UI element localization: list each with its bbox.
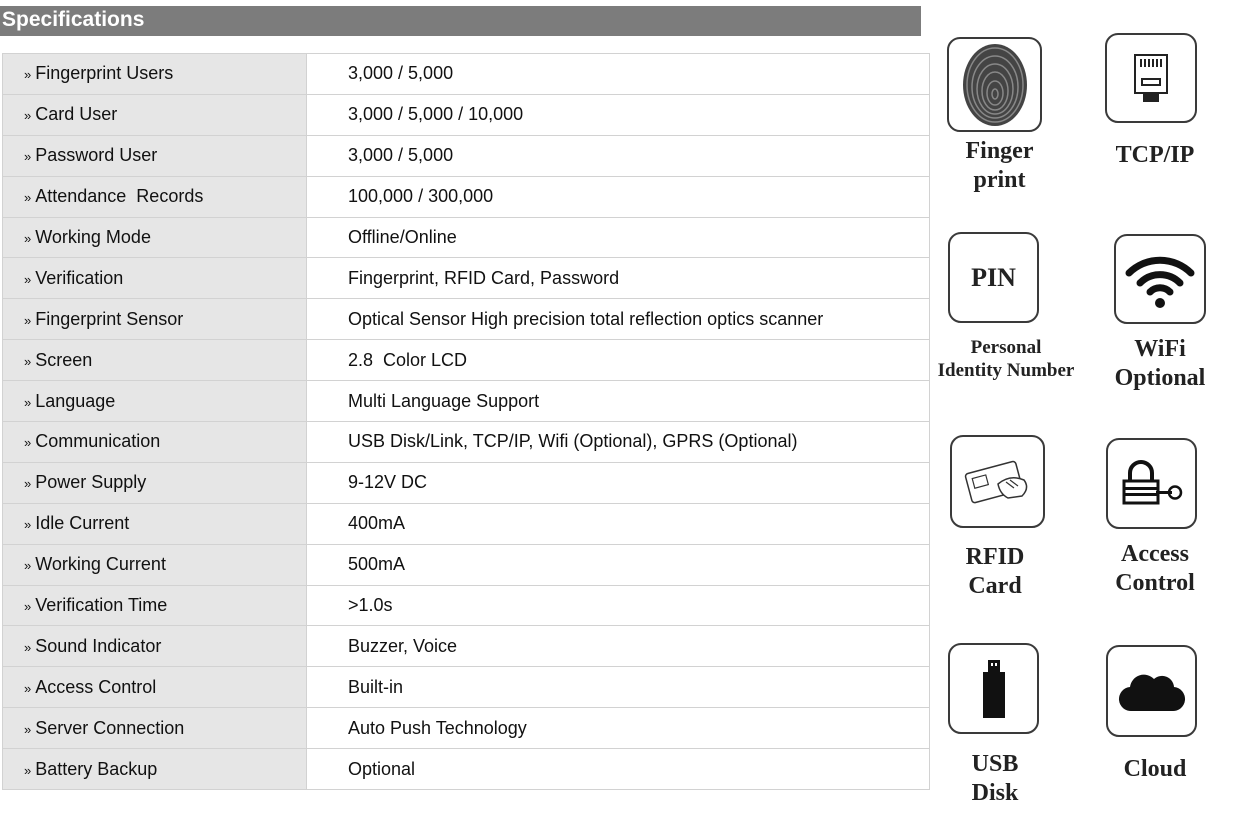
spec-label-cell <box>3 176 307 217</box>
pin-caption-line1: Personal <box>970 337 1042 358</box>
section-header <box>0 6 921 36</box>
spec-value: USB Disk/Link, TCP/IP, Wifi (Optional), GPRS (Optional) <box>307 422 930 463</box>
spec-label: Attendance Records <box>35 186 204 207</box>
spec-value: 500mA <box>307 544 930 585</box>
spec-row <box>3 340 930 381</box>
spec-row <box>3 176 930 217</box>
spec-row <box>3 585 930 626</box>
bullet-icon: » <box>24 271 32 287</box>
spec-row <box>3 299 930 340</box>
spec-value: 400mA <box>307 503 930 544</box>
bullet-icon: » <box>24 435 32 451</box>
fingerprint-caption-line1: Finger <box>965 138 1034 164</box>
bullet-icon: » <box>24 190 32 206</box>
spec-row <box>3 135 930 176</box>
spec-label: Server Connection <box>35 717 185 738</box>
spec-label-cell <box>3 422 307 463</box>
usb-caption <box>945 750 1045 808</box>
spec-value: Fingerprint, RFID Card, Password <box>307 258 930 299</box>
spec-row <box>3 626 930 667</box>
spec-label-cell <box>3 135 307 176</box>
spec-label-cell <box>3 585 307 626</box>
bullet-icon: » <box>24 312 32 328</box>
usb-caption-line2: Disk <box>971 779 1019 806</box>
spec-row <box>3 422 930 463</box>
bullet-icon: » <box>24 721 32 737</box>
spec-row <box>3 462 930 503</box>
spec-value: >1.0s <box>307 585 930 626</box>
rfid-card-icon <box>950 435 1045 528</box>
spec-value: 3,000 / 5,000 <box>307 54 930 95</box>
wifi-caption <box>1100 335 1220 393</box>
spec-label: Battery Backup <box>35 758 158 779</box>
spec-label-cell <box>3 462 307 503</box>
bullet-icon: » <box>24 680 32 696</box>
spec-label-cell <box>3 217 307 258</box>
spec-label-cell <box>3 299 307 340</box>
spec-label: Sound Indicator <box>35 635 162 656</box>
bullet-icon: » <box>24 67 32 83</box>
bullet-icon: » <box>24 599 32 615</box>
spec-value: Optical Sensor High precision total reflection optics scanner <box>307 299 930 340</box>
spec-label-cell <box>3 626 307 667</box>
rfid-caption <box>945 543 1045 601</box>
tcpip-caption <box>1095 141 1215 170</box>
bullet-icon: » <box>24 558 32 574</box>
tcpip-caption-line1: TCP/IP <box>1115 142 1195 168</box>
spec-value: 9-12V DC <box>307 462 930 503</box>
spec-label-cell <box>3 94 307 135</box>
spec-label: Language <box>35 390 116 411</box>
spec-value: 100,000 / 300,000 <box>307 176 930 217</box>
spec-label: Idle Current <box>35 513 130 534</box>
pin-icon-text: PIN <box>971 262 1016 292</box>
spec-label-cell <box>3 749 307 790</box>
spec-row <box>3 749 930 790</box>
pin-caption <box>922 337 1090 383</box>
lock-key-icon <box>1106 438 1197 529</box>
spec-label-cell <box>3 544 307 585</box>
spec-label-cell <box>3 708 307 749</box>
spec-value: Auto Push Technology <box>307 708 930 749</box>
spec-label: Communication <box>35 431 161 452</box>
spec-label: Power Supply <box>35 472 147 493</box>
fingerprint-caption-line2: print <box>973 166 1026 193</box>
wifi-icon <box>1114 234 1206 324</box>
bullet-icon: » <box>24 231 32 246</box>
fingerprint-icon <box>947 37 1042 132</box>
wifi-caption-line2: Optional <box>1114 364 1206 391</box>
spec-value: Optional <box>307 749 930 790</box>
spec-label: Card User <box>35 104 118 125</box>
usb-caption-line1: USB <box>971 751 1019 777</box>
spec-label-cell <box>3 340 307 381</box>
spec-row <box>3 381 930 422</box>
spec-value: Buzzer, Voice <box>307 626 930 667</box>
spec-label: Screen <box>35 349 93 370</box>
spec-row <box>3 503 930 544</box>
bullet-icon: » <box>24 149 32 165</box>
bullet-icon: » <box>24 639 32 655</box>
spec-value: 3,000 / 5,000 / 10,000 <box>307 94 930 135</box>
fingerprint-caption <box>947 137 1052 195</box>
spec-label: Fingerprint Users <box>35 63 174 84</box>
spec-label: Verification <box>35 267 124 288</box>
spec-value: Offline/Online <box>307 217 930 258</box>
access-caption-line1: Access <box>1121 541 1189 567</box>
spec-label: Fingerprint Sensor <box>35 308 184 329</box>
spec-label-cell <box>3 503 307 544</box>
spec-label-cell <box>3 667 307 708</box>
bullet-icon: » <box>24 394 32 410</box>
pin-caption-line2: Identity Number <box>937 359 1075 381</box>
spec-value: Built-in <box>307 667 930 708</box>
bullet-icon: » <box>24 476 32 492</box>
spec-row <box>3 544 930 585</box>
bullet-icon: » <box>24 517 32 533</box>
cloud-caption <box>1095 755 1215 784</box>
spec-label: Access Control <box>35 676 157 697</box>
spec-row <box>3 217 930 258</box>
usb-drive-icon <box>948 643 1039 734</box>
bullet-icon: » <box>24 762 32 778</box>
specifications-table <box>2 53 930 790</box>
spec-label: Password User <box>35 145 158 166</box>
spec-label-cell <box>3 258 307 299</box>
spec-row <box>3 54 930 95</box>
spec-row <box>3 667 930 708</box>
rfid-caption-line1: RFID <box>965 544 1025 570</box>
cloud-icon <box>1106 645 1197 737</box>
cloud-caption-line1: Cloud <box>1123 756 1187 782</box>
spec-label: Working Current <box>35 554 166 575</box>
access-caption <box>1095 540 1215 598</box>
spec-label-cell <box>3 381 307 422</box>
bullet-icon: » <box>24 353 32 369</box>
spec-value: 3,000 / 5,000 <box>307 135 930 176</box>
rfid-caption-line2: Card <box>968 572 1022 599</box>
section-title: Specifications <box>2 8 145 31</box>
pin-icon <box>948 232 1039 323</box>
wifi-caption-line1: WiFi <box>1134 336 1186 362</box>
spec-label: Verification Time <box>35 595 168 616</box>
bullet-icon: » <box>24 108 32 124</box>
spec-label: Working Mode <box>35 227 151 247</box>
spec-row <box>3 708 930 749</box>
spec-value: 2.8 Color LCD <box>307 340 930 381</box>
spec-label-cell <box>3 54 307 95</box>
ethernet-port-icon <box>1105 33 1197 123</box>
spec-row <box>3 94 930 135</box>
specifications-table-body <box>3 54 930 790</box>
access-caption-line2: Control <box>1115 569 1195 596</box>
spec-value: Multi Language Support <box>307 381 930 422</box>
spec-row <box>3 258 930 299</box>
